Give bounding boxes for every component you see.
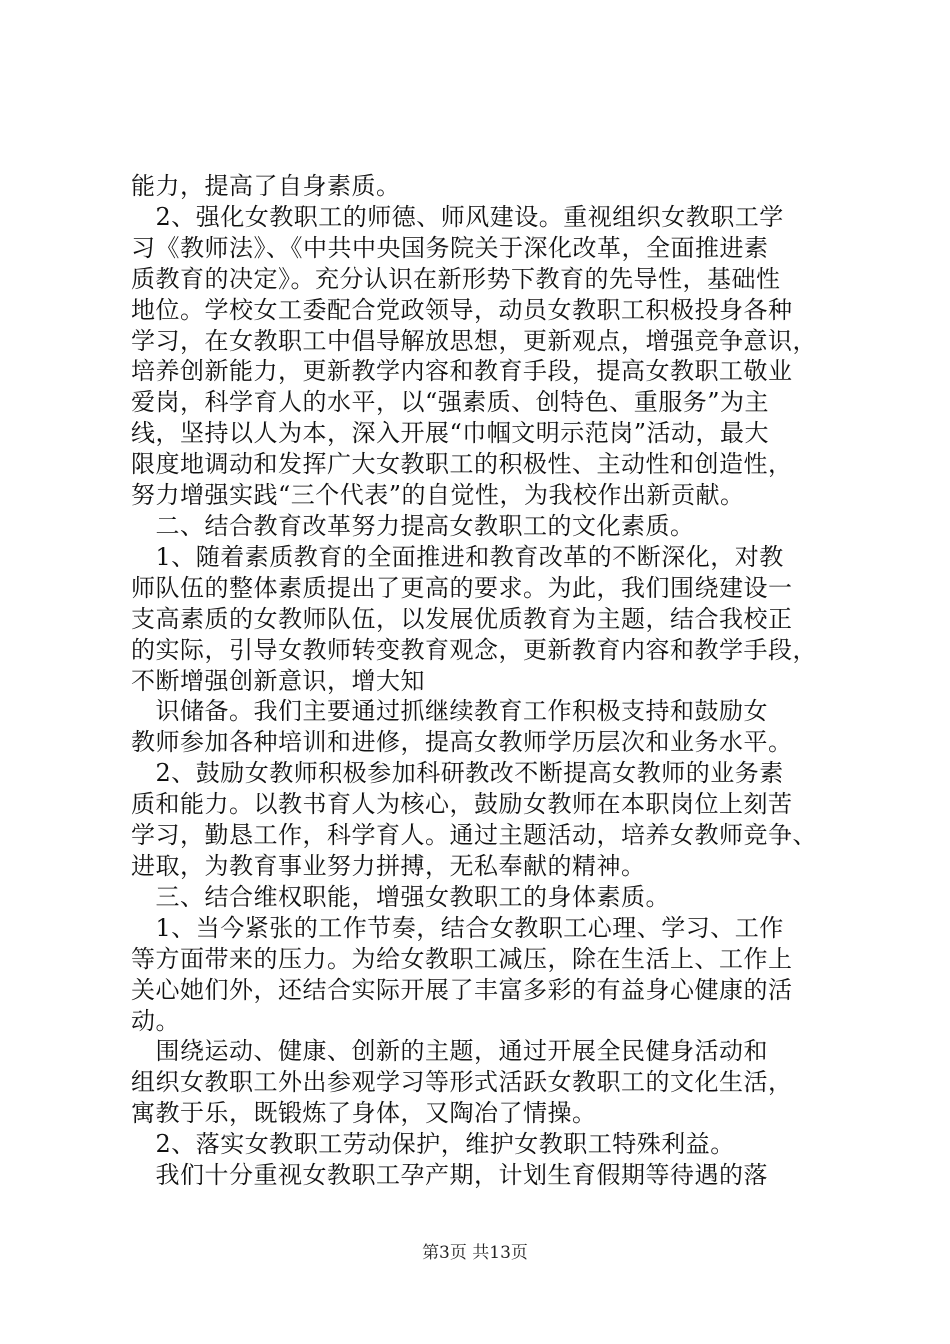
text-line: 1、随着素质教育的全面推进和教育改革的不断深化，对教 bbox=[131, 542, 784, 571]
text-line: 学习，在女教职工中倡导解放思想，更新观点，增强竞争意识， bbox=[131, 326, 817, 355]
text-line: 围绕运动、健康、创新的主题，通过开展全民健身活动和 bbox=[131, 1037, 768, 1066]
text-line: 2、落实女教职工劳动保护，维护女教职工特殊利益。 bbox=[131, 1130, 735, 1159]
text-line: 地位。学校女工委配合党政领导，动员女教职工积极投身各种 bbox=[131, 295, 793, 324]
text-line: 质教育的决定》。充分认识在新形势下教育的先导性，基础性 bbox=[131, 264, 781, 293]
text-line: 动。 bbox=[131, 1006, 180, 1035]
page-number-footer: 第3页 共13页 bbox=[422, 1243, 528, 1263]
text-line: 习《教师法》、《中共中央国务院关于深化改革，全面推进素 bbox=[131, 233, 769, 262]
text-line: 识储备。我们主要通过抓继续教育工作积极支持和鼓励女 bbox=[131, 697, 768, 726]
text-line: 支高素质的女教师队伍，以发展优质教育为主题，结合我校正 bbox=[131, 604, 793, 633]
text-line: 寓教于乐，既锻炼了身体，又陶冶了情操。 bbox=[131, 1099, 597, 1128]
text-line: 1、当今紧张的工作节奏，结合女教职工心理、学习、工作 bbox=[131, 913, 784, 942]
section-heading: 三、结合维权职能，增强女教职工的身体素质。 bbox=[131, 882, 670, 911]
text-line: 进取，为教育事业努力拼搏，无私奉献的精神。 bbox=[131, 851, 646, 880]
text-line: 2、强化女教职工的师德、师风建设。重视组织女教职工学 bbox=[131, 202, 784, 231]
text-line: 限度地调动和发挥广大女教职工的积极性、主动性和创造性， bbox=[131, 450, 793, 479]
text-line: 的实际，引导女教师转变教育观念，更新教育内容和教学手段， bbox=[131, 635, 817, 664]
text-line: 教师参加各种培训和进修，提高女教师学历层次和业务水平。 bbox=[131, 728, 793, 757]
text-line: 师队伍的整体素质提出了更高的要求。为此，我们围绕建设一 bbox=[131, 573, 793, 602]
text-line: 培养创新能力，更新教学内容和教育手段，提高女教职工敬业 bbox=[131, 357, 793, 386]
text-line: 质和能力。以教书育人为核心，鼓励女教师在本职岗位上刻苦 bbox=[131, 790, 793, 819]
text-line: 努力增强实践“三个代表”的自觉性，为我校作出新贡献。 bbox=[131, 481, 745, 510]
text-line: 组织女教职工外出参观学习等形式活跃女教职工的文化生活， bbox=[131, 1068, 793, 1097]
text-line: 能力，提高了自身素质。 bbox=[131, 172, 401, 200]
text-line: 线，坚持以人为本，深入开展“巾帼文明示范岗”活动，最大 bbox=[131, 419, 770, 448]
section-heading: 二、结合教育改革努力提高女教职工的文化素质。 bbox=[131, 512, 695, 540]
text-line: 爱岗，科学育人的水平，以“强素质、创特色、重服务”为主 bbox=[131, 388, 770, 417]
text-line: 不断增强创新意识，增大知 bbox=[131, 666, 425, 695]
text-line: 学习，勤恳工作，科学育人。通过主题活动，培养女教师竞争、 bbox=[131, 821, 817, 849]
text-line: 关心她们外，还结合实际开展了丰富多彩的有益身心健康的活 bbox=[131, 975, 793, 1004]
text-line: 等方面带来的压力。为给女教职工减压，除在生活上、工作上 bbox=[131, 944, 793, 973]
text-line: 我们十分重视女教职工孕产期，计划生育假期等待遇的落 bbox=[131, 1161, 768, 1189]
text-line: 2、鼓励女教师积极参加科研教改不断提高女教师的业务素 bbox=[131, 759, 784, 788]
